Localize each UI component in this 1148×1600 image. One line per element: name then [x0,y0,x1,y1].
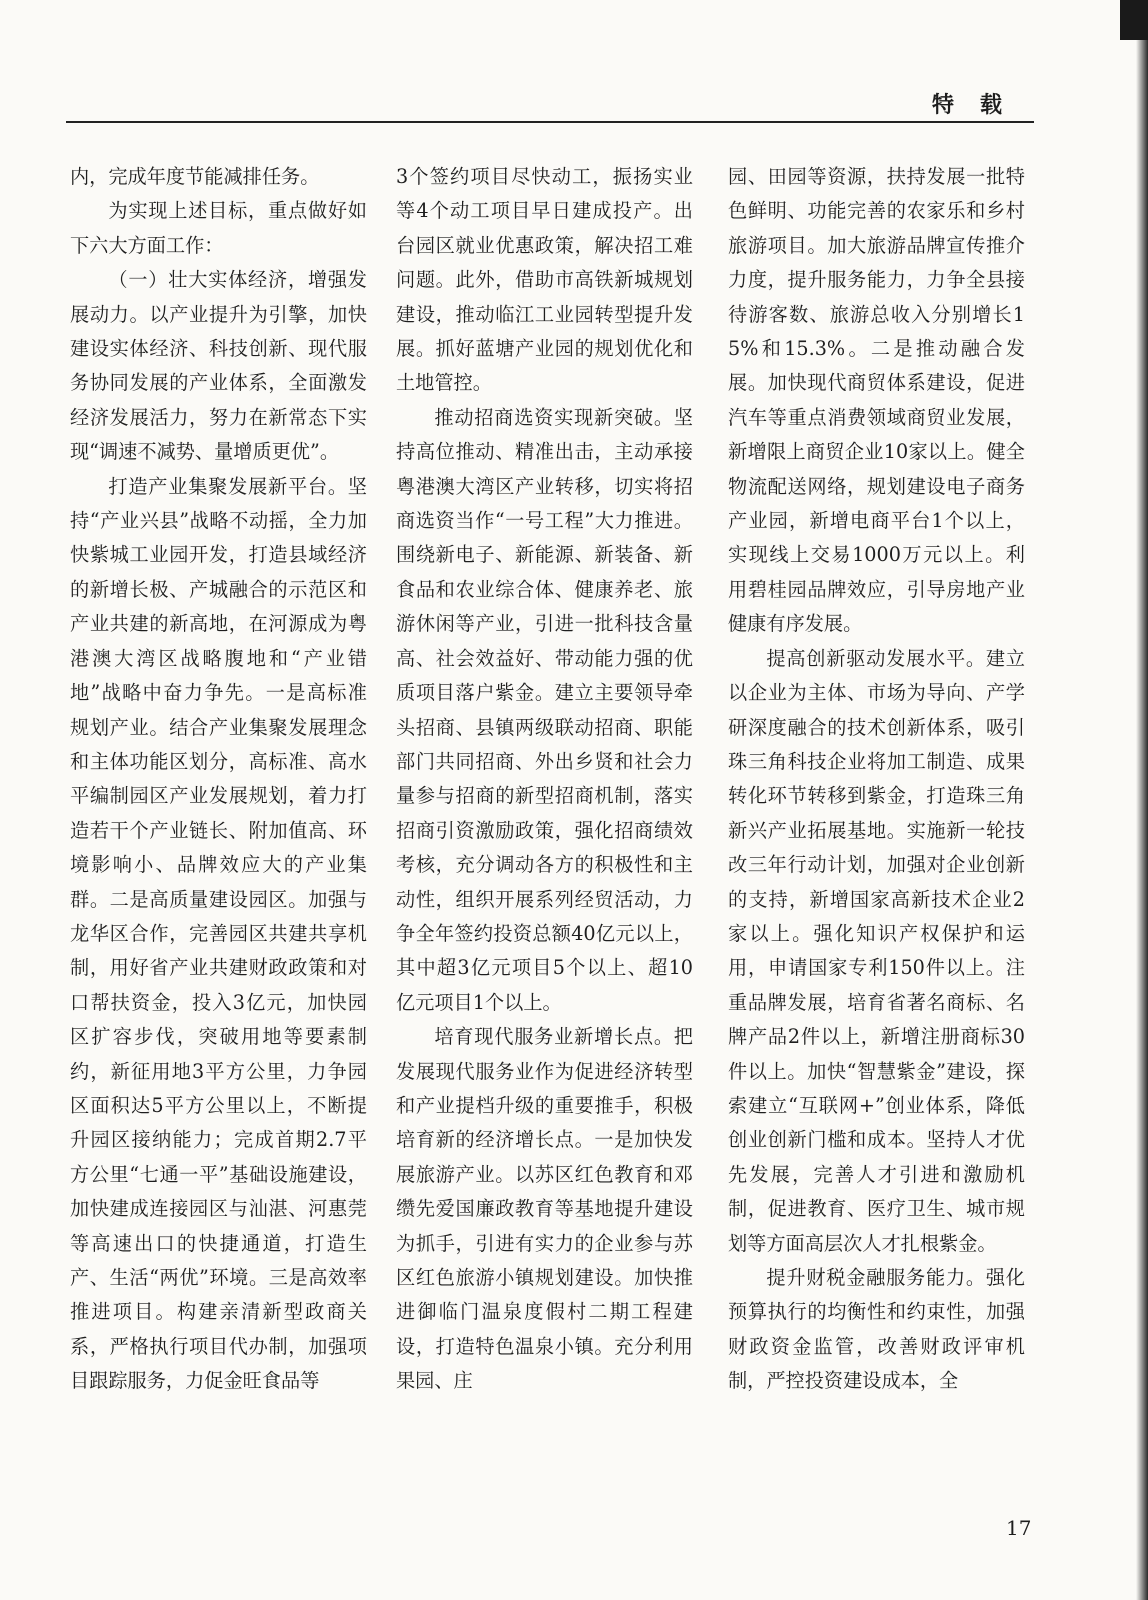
paragraph: （一）壮大实体经济，增强发展动力。以产业提升为引擎，加快建设实体经济、科技创新、现代服务协同发展的产业体系，全面激发经济发展活力，努力在新常态下实现“调速不减势、量增质更优”。 [70,268,367,464]
page-number: 17 [1006,1516,1032,1540]
page-edge [1136,0,1148,1600]
paragraph: 提高创新驱动发展水平。建立以企业为主体、市场为导向、产学研深度融合的技术创新体系，吸引珠三角科技企业将加工制造、成果转化环节转移到紫金，打造珠三角新兴产业拓展基地。实施新一轮技改三年行动计划，加强对企业创新的支持，新增国家高新技术企业2家以上。强化知识产权保护和运用，申请国家专利150件以上。注重品牌发展，培育省著名商标、名牌产品2件以上，新增注册商标30件以上。加快“智慧紫金”建设，探索建立“互联网+”创业体系，降低创业创新门槛和成本。坚持人才优先发展，完善人才引进和激励机制，促进教育、医疗卫生、城市规划等方面高层次人才扎根紫金。 [728,646,1025,1255]
paragraph: 内，完成年度节能减排任务。 [70,165,320,188]
section-title: 特载 [932,93,1029,118]
paragraph: 3个签约项目尽快动工，振扬实业等4个动工项目早日建成投产。出台园区就业优惠政策，解决招工难问题。此外，借助市高铁新城规划建设，推动临江工业园转型提升发展。抓好蓝塘产业园的规划优化和土地管控。 [396,165,693,395]
text-column-3 [728,160,1025,1540]
paragraph: 打造产业集聚发展新平台。坚持“产业兴县”战略不动摇，全力加快紫城工业园开发，打造县域经济的新增长极、产城融合的示范区和产业共建的新高地，在河源成为粤港澳大湾区战略腹地和“产业错地”战略中奋力争先。一是高标准规划产业。结合产业集聚发展理念和主体功能区划分，高标准、高水平编制园区产业发展规划，着力打造若干个产业链长、附加值高、环境影响小、品牌效应大的产业集群。二是高质量建设园区。加强与龙华区合作，完善园区共建共享机制，用好省产业共建财政政策和对口帮扶资金，投入3亿元，加快园区扩容步伐，突破用地等要素制约，新征用地3平方公里，力争园区面积达5平方公里以上，不断提升园区接纳能力；完成首期2.7平方公里“七通一平”基础设施建设，加快建成连接园区与汕湛、河惠莞等高速出口的快捷通道，打造生产、生活“两优”环境。三是高效率推进项目。构建亲清新型政商关系，严格执行项目代办制，加强项目跟踪服务，力促金旺食品等 [70,474,367,1393]
paragraph: 为实现上述目标，重点做好如下六大方面工作： [70,199,367,257]
header-rule [66,121,1034,123]
paragraph: 提升财税金融服务能力。强化预算执行的均衡性和约束性，加强财政资金监管，改善财政评审机制，严控投资建设成本，全 [728,1266,1025,1393]
paragraph: 培育现代服务业新增长点。把发展现代服务业作为促进经济转型和产业提档升级的重要推手，积极培育新的经济增长点。一是加快发展旅游产业。以苏区红色教育和邓缵先爱国廉政教育等基地提升建设为抓手，引进有实力的企业参与苏区红色旅游小镇规划建设。加快推进御临门温泉度假村二期工程建设，打造特色温泉小镇。充分利用果园、庄 [396,1025,693,1393]
text-column-2 [396,160,693,1540]
text-column-1 [70,160,367,1540]
paragraph: 推动招商选资实现新突破。坚持高位推动、精准出击，主动承接粤港澳大湾区产业转移，切实将招商选资当作“一号工程”大力推进。围绕新电子、新能源、新装备、新食品和农业综合体、健康养老、旅游休闲等产业，引进一批科技含量高、社会效益好、带动能力强的优质项目落户紫金。建立主要领导牵头招商、县镇两级联动招商、职能部门共同招商、外出乡贤和社会力量参与招商的新型招商机制，落实招商引资激励政策，强化招商绩效考核，充分调动各方的积极性和主动性，组织开展系列经贸活动，力争全年签约投资总额40亿元以上，其中超3亿元项目5个以上、超10亿元项目1个以上。 [396,405,693,1014]
scan-corner [1120,0,1148,40]
paragraph: 园、田园等资源，扶持发展一批特色鲜明、功能完善的农家乐和乡村旅游项目。加大旅游品牌宣传推介力度，提升服务能力，力争全县接待游客数、旅游总收入分别增长15%和15.3%。二是推动融合发展。加快现代商贸体系建设，促进汽车等重点消费领域商贸业发展，新增限上商贸企业10家以上。健全物流配送网络，规划建设电子商务产业园，新增电商平台1个以上，实现线上交易1000万元以上。利用碧桂园品牌效应，引导房地产业健康有序发展。 [728,165,1025,636]
